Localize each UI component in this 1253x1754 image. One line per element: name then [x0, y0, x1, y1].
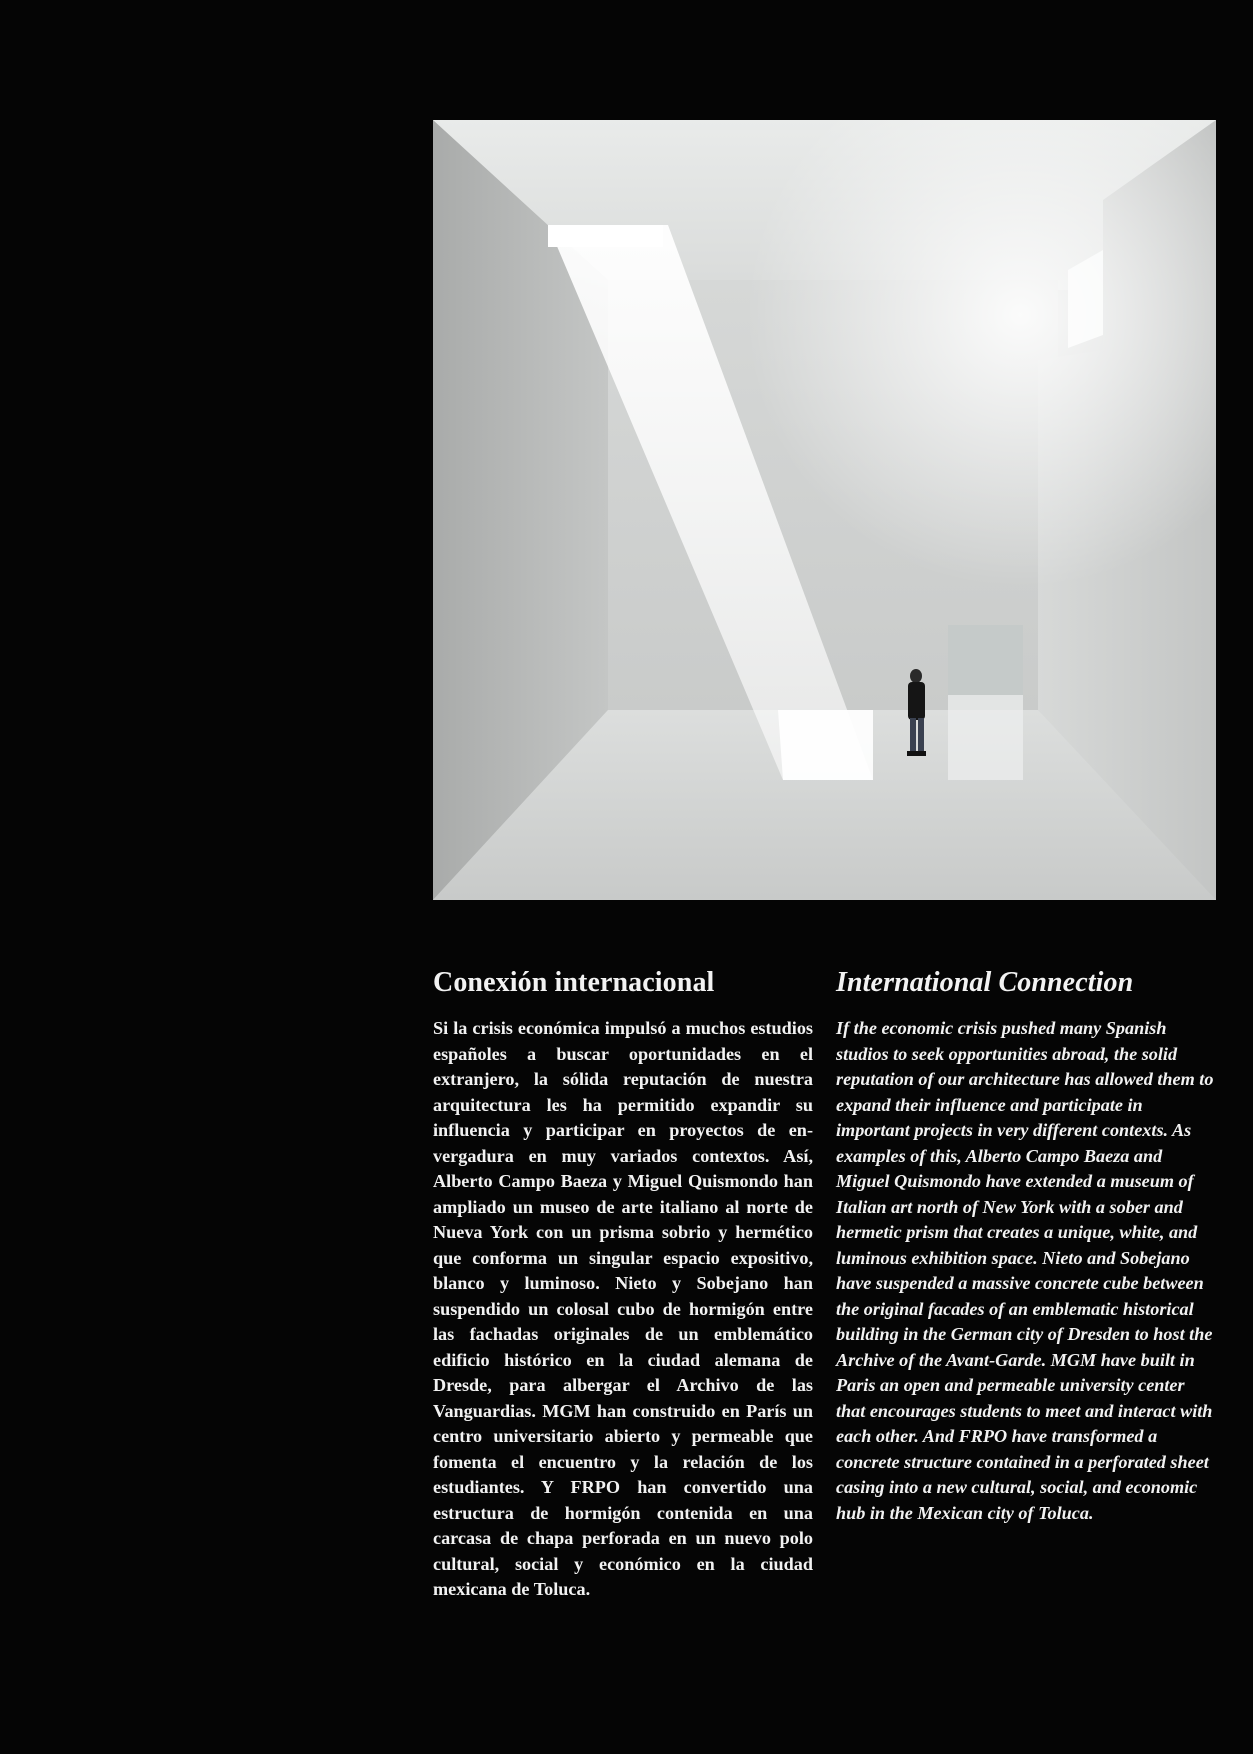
english-body-text: If the economic crisis pushed many Spanish studios to seek opportunities abroad, the solid reputation of our architecture has allowed them to expand their influence and participate in important projects in very different contexts. As examples of this, Alberto Campo Baeza and Miguel Quismondo have extended a museum of Italian art north of New York with a sober and hermetic prism that creates a unique, white, and luminous exhibition space. Nieto and Sobejano have suspended a massive concrete cube between the original facades of an emblematic historical building in the German city of Dresden to host the Archive of the Avant-Garde. MGM have built in Paris an open and permeable university center that encourages students to meet and interact with each other. And FRPO have transformed a concrete structure contained in a perforated sheet casing into a new cultural, social, and economic hub in the Mexican city of Toluca.: [836, 1018, 1214, 1523]
gallery-interior-image: [433, 120, 1216, 900]
english-heading: International Connection: [836, 967, 1134, 998]
spanish-heading: Conexión internacional: [433, 967, 715, 998]
spanish-column: [433, 966, 813, 1603]
gallery-photograph: [433, 120, 1216, 900]
spanish-body-text: Si la crisis económica impulsó a muchos estudios españoles a buscar oportunidades en el extranjero, la sólida reputación de nuestra arquitectura les ha permitido expandir su influencia y participar en proyectos de envergadura en muy variados contextos. Así, Alberto Campo Baeza y Miguel Quismondo han ampliado un museo de arte italiano al norte de Nueva York con un prisma sobrio y hermético que conforma un singular espacio expositivo, blanco y luminoso. Nieto y Sobejano han suspendido un colosal cubo de hormigón entre las fachadas originales de un emblemático edificio histórico en la ciudad alemana de Dresde, para albergar el Archivo de las Vanguardias. MGM han construido en París un centro universitario abierto y permeable que fomenta el encuentro y la relación de los estudiantes. Y FRPO han convertido una estructura de hormigón contenida en una carcasa de chapa perforada en un nuevo polo cultural, social y económico en la ciudad mexicana de Toluca.: [433, 1018, 813, 1599]
english-column: [836, 966, 1216, 1526]
